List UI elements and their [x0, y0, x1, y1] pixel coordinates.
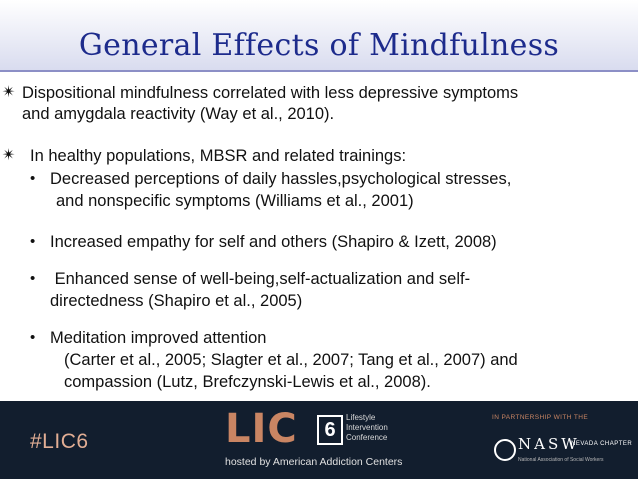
sub-bullet-dot-icon: • — [30, 329, 36, 346]
sub-bullet-text-line: and nonspecific symptoms (Williams et al., 2001) — [56, 192, 414, 210]
nasw-logo-text: NASW — [518, 435, 580, 453]
asterisk-bullet-icon: ✴ — [2, 147, 16, 164]
nasw-globe-icon — [494, 439, 516, 461]
lic-subtitle-line: Lifestyle — [346, 413, 376, 422]
sub-bullet-text-line: Meditation improved attention — [50, 329, 267, 347]
bullet-text-line: and amygdala reactivity (Way et al., 2010). — [22, 105, 335, 123]
sub-bullet-text-line: directedness (Shapiro et al., 2005) — [50, 292, 303, 310]
bullet-text-line: Dispositional mindfulness correlated with less depressive symptoms — [22, 84, 519, 102]
bullet-text-line: In healthy populations, MBSR and related trainings: — [30, 147, 407, 165]
sub-bullet-text-line: (Carter et al., 2005; Slagter et al., 2007; Tang et al., 2007) and — [64, 351, 518, 369]
title-band — [0, 0, 638, 72]
lic-logo-subtitle — [346, 413, 388, 443]
nasw-chapter-label: NEVADA CHAPTER — [571, 441, 633, 447]
partnership-label: IN PARTNERSHIP WITH THE — [492, 414, 589, 421]
sub-bullet-text-line: Decreased perceptions of daily hassles,psychological stresses, — [50, 170, 512, 188]
lic-logo-number: 6 — [317, 415, 343, 445]
slide-title: General Effects of Mindfulness — [78, 28, 560, 63]
sub-bullet-text-line: compassion (Lutz, Brefczynski-Lewis et al., 2008). — [64, 373, 431, 391]
hosted-by-label: hosted by American Addiction Centers — [225, 456, 403, 468]
sub-bullet-dot-icon: • — [30, 270, 36, 287]
lic-subtitle-line: Conference — [346, 433, 388, 442]
asterisk-bullet-icon: ✴ — [2, 84, 16, 101]
nasw-subtitle: National Association of Social Workers — [518, 457, 604, 463]
sub-bullet-dot-icon: • — [30, 170, 36, 187]
sub-bullet-dot-icon: • — [30, 233, 36, 250]
lic-logo-letters: LIC — [225, 406, 298, 452]
footer-banner — [0, 401, 638, 479]
sub-bullet-text-line: Enhanced sense of well-being,self-actualization and self- — [50, 270, 471, 288]
hashtag-label: #LIC6 — [30, 430, 89, 453]
sub-bullet-text-line: Increased empathy for self and others (Shapiro & Izett, 2008) — [50, 233, 497, 251]
lic6-logo — [225, 406, 440, 469]
lic-subtitle-line: Intervention — [346, 423, 388, 432]
